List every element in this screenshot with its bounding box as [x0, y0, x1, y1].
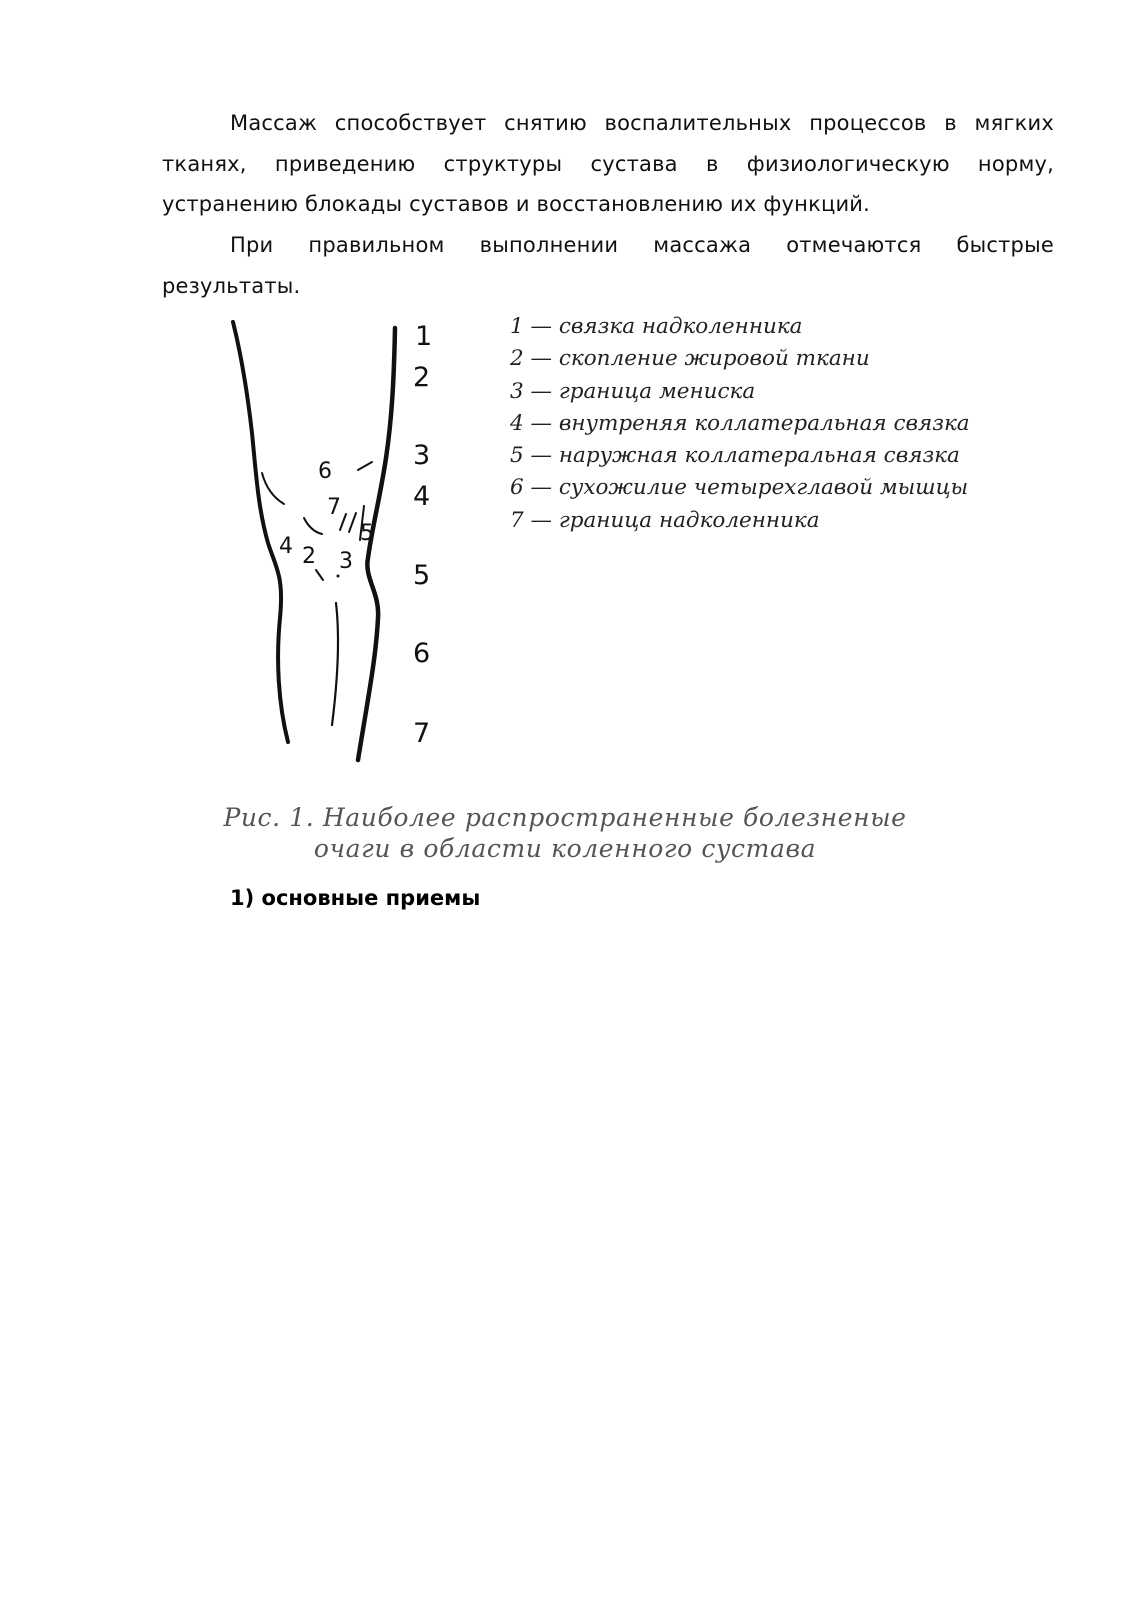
- scale-label-6: 6: [413, 638, 431, 669]
- mark-small-lower: [316, 570, 323, 580]
- legend-item-2: 2 — скопление жировой ткани: [510, 346, 870, 372]
- scale-label-5: 5: [413, 560, 431, 591]
- figure-caption-line-2: очаги в области коленного сустава: [313, 834, 817, 863]
- mark-top-right: [358, 462, 372, 470]
- legend-item-7: 7 — граница надколенника: [510, 507, 820, 533]
- mark-dot: [337, 575, 340, 578]
- mark-left-curve: [262, 473, 284, 504]
- figure-caption: [180, 802, 950, 864]
- mark-slash-2: [349, 513, 356, 532]
- mark-mid-curve: [304, 518, 322, 534]
- scale-label-1: 1: [415, 321, 433, 352]
- scale-label-4: 4: [413, 481, 431, 512]
- shin-inner-line: [332, 603, 338, 725]
- leg-left-outline: [233, 322, 288, 742]
- inner-label-7: 7: [327, 495, 341, 520]
- inner-label-2: 2: [302, 544, 316, 569]
- paragraph-massage-benefits: Массаж способствует снятию воспалительных процессов в мягких тканях, приведению структуры сустава в физиологическую норму, устранению блокады суставов и восстановлению их функций.: [162, 111, 1054, 216]
- figure-legend: [510, 311, 970, 537]
- legend-item-1: 1 — связка надколенника: [510, 314, 803, 339]
- legend-item-4: 4 — внутреняя коллатеральная связка: [510, 410, 970, 436]
- scale-label-7: 7: [413, 718, 431, 749]
- inner-label-4: 4: [279, 534, 293, 559]
- scale-label-2: 2: [413, 362, 431, 393]
- inner-label-5: 5: [360, 521, 374, 546]
- knee-joint-diagram: [220, 318, 480, 778]
- section-subheading: 1) основные приемы: [230, 886, 481, 910]
- legend-item-3: 3 — граница мениска: [510, 378, 756, 404]
- inner-label-3: 3: [339, 549, 353, 574]
- legend-item-6: 6 — сухожилие четырехглавой мышцы: [510, 475, 969, 501]
- scale-label-3: 3: [413, 440, 431, 471]
- legend-item-5: 5 — наружная коллатеральная связка: [510, 443, 960, 469]
- inner-label-6: 6: [318, 459, 332, 484]
- paragraph-fast-results: При правильном выполнении массажа отмечаются быстрые результаты.: [162, 233, 1054, 298]
- figure-caption-line-1: Рис. 1. Наиболее распространенные болезненые: [223, 803, 907, 832]
